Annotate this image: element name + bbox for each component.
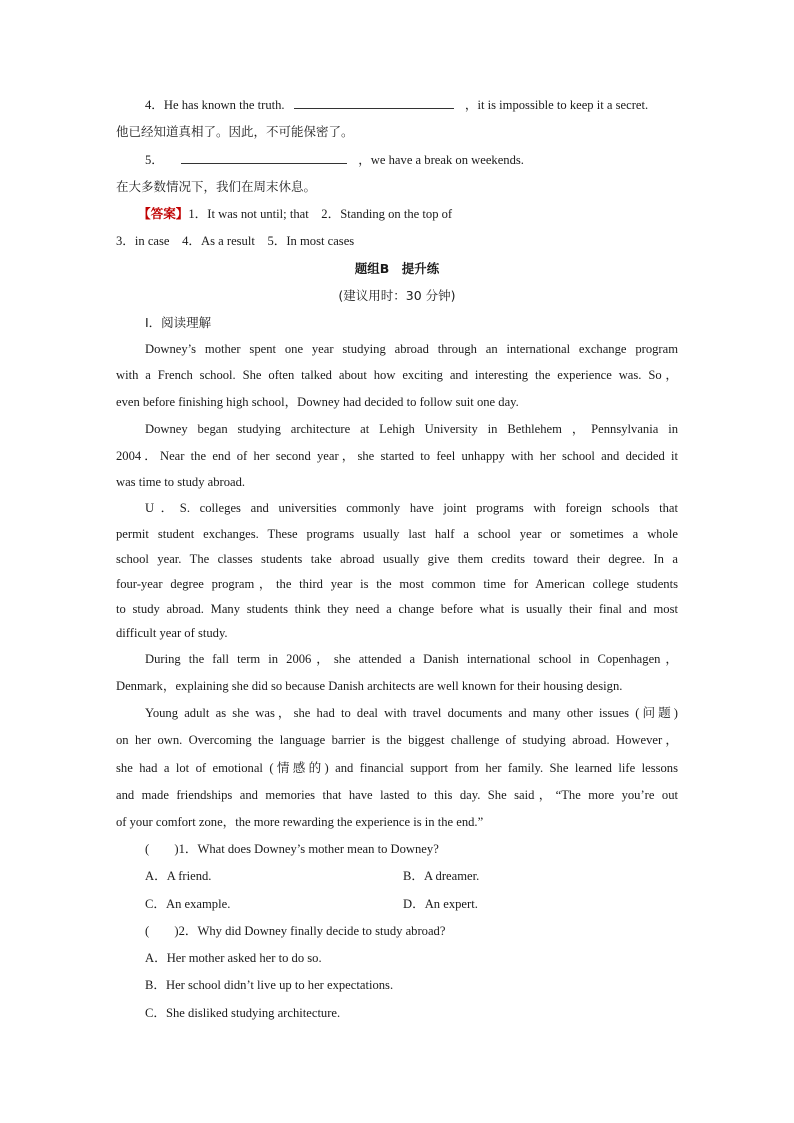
passage-p5-line-1: Young adult as she was，she had to deal with travel documents and many other issues (问题)	[145, 706, 678, 720]
item-4-text-after: ，it is impossible to keep it a secret.	[464, 98, 649, 112]
passage-p2-line-3: was time to study abroad.	[116, 475, 246, 489]
item-4-text-before: 4．He has known the truth.	[145, 98, 285, 112]
passage-p1-line-2: with a French school. She often talked about how exciting and interesting the experience was. So，	[116, 368, 678, 382]
question-2-stem: ( )2．Why did Downey finally decide to study abroad?	[145, 924, 446, 938]
reading-part-heading: Ⅰ．阅读理解	[145, 315, 212, 330]
item-5-text-after: ，we have a break on weekends.	[358, 153, 524, 167]
question-1-option-row-2	[145, 895, 678, 913]
passage-p5-line-5: of your comfort zone，the more rewarding the experience is in the end.”	[116, 815, 484, 829]
question-1-stem: ( )1．What does Downey’s mother mean to Downey?	[145, 842, 439, 856]
item-5-translation: 在大多数情况下，我们在周末休息。	[116, 179, 317, 194]
passage-p3-line-5: to study abroad. Many students think they need a change before what is usually their final and most	[116, 602, 678, 616]
passage-p3-line-4: four-year degree program，the third year is the most common time for American college students	[116, 577, 678, 591]
question-2-option-c[interactable]: C．She disliked studying architecture.	[145, 1006, 341, 1020]
passage-p3-line-6: difficult year of study.	[116, 626, 228, 640]
item-5-answer-blank[interactable]	[181, 151, 347, 164]
answer-key-line-1	[138, 205, 678, 223]
passage-p2-line-2: 2004．Near the end of her second year，she started to feel unhappy with her school and decided it	[116, 449, 678, 463]
question-1-option-d[interactable]: D．An expert.	[403, 897, 478, 911]
section-title: 题组B 提升练	[354, 261, 440, 276]
answer-text-1: 1．It was not until; that 2．Standing on the top of	[188, 207, 453, 221]
passage-p4-line-1: During the fall term in 2006，she attended a Danish international school in Copenhagen，	[145, 652, 678, 666]
question-1-option-b[interactable]: B．A dreamer.	[403, 869, 480, 883]
exercise-item-5	[145, 151, 678, 169]
passage-p1-line-1: Downey’s mother spent one year studying abroad through an international exchange program	[145, 342, 678, 356]
question-2-option-b[interactable]: B．Her school didn’t live up to her expectations.	[145, 978, 394, 992]
passage-p3-line-1: U．S. colleges and universities commonly have joint programs with foreign schools that	[145, 501, 678, 515]
passage-p5-line-4: and made friendships and memories that have lasted to this day. She said，“The more you’re out	[116, 788, 678, 802]
question-1-option-a[interactable]: A．A friend.	[145, 869, 212, 883]
passage-p5-line-3: she had a lot of emotional (情感的) and financial support from her family. She learned life lessons	[116, 761, 678, 775]
item-4-answer-blank[interactable]	[294, 96, 454, 109]
section-subtitle: (建议用时：30 分钟)	[338, 288, 456, 303]
question-2-option-a[interactable]: A．Her mother asked her to do so.	[145, 951, 322, 965]
passage-p3-line-2: permit student exchanges. These programs usually last half a school year or sometimes a whole	[116, 527, 678, 541]
item-4-translation: 他已经知道真相了。因此，不可能保密了。	[116, 124, 354, 139]
passage-p3-line-3: school year. The classes students take abroad usually give them credits toward their degree. In a	[116, 552, 678, 566]
question-1-option-row-1	[145, 867, 678, 885]
question-1-option-c[interactable]: C．An example.	[145, 897, 231, 911]
passage-p2-line-1: Downey began studying architecture at Lehigh University in Bethlehem ，Pennsylvania in	[145, 422, 678, 436]
passage-p5-line-2: on her own. Overcoming the language barrier is the biggest challenge of studying abroad. However，	[116, 733, 678, 747]
exercise-item-4	[145, 96, 678, 114]
passage-p4-line-2: Denmark，explaining she did so because Danish architects are well known for their housing design.	[116, 679, 623, 693]
passage-p1-line-3: even before finishing high school，Downey had decided to follow suit one day.	[116, 395, 519, 409]
answer-tag: 【答案】	[138, 206, 189, 221]
item-5-number: 5．	[145, 153, 164, 167]
answer-key-line-2: 3．in case 4．As a result 5．In most cases	[116, 234, 355, 248]
